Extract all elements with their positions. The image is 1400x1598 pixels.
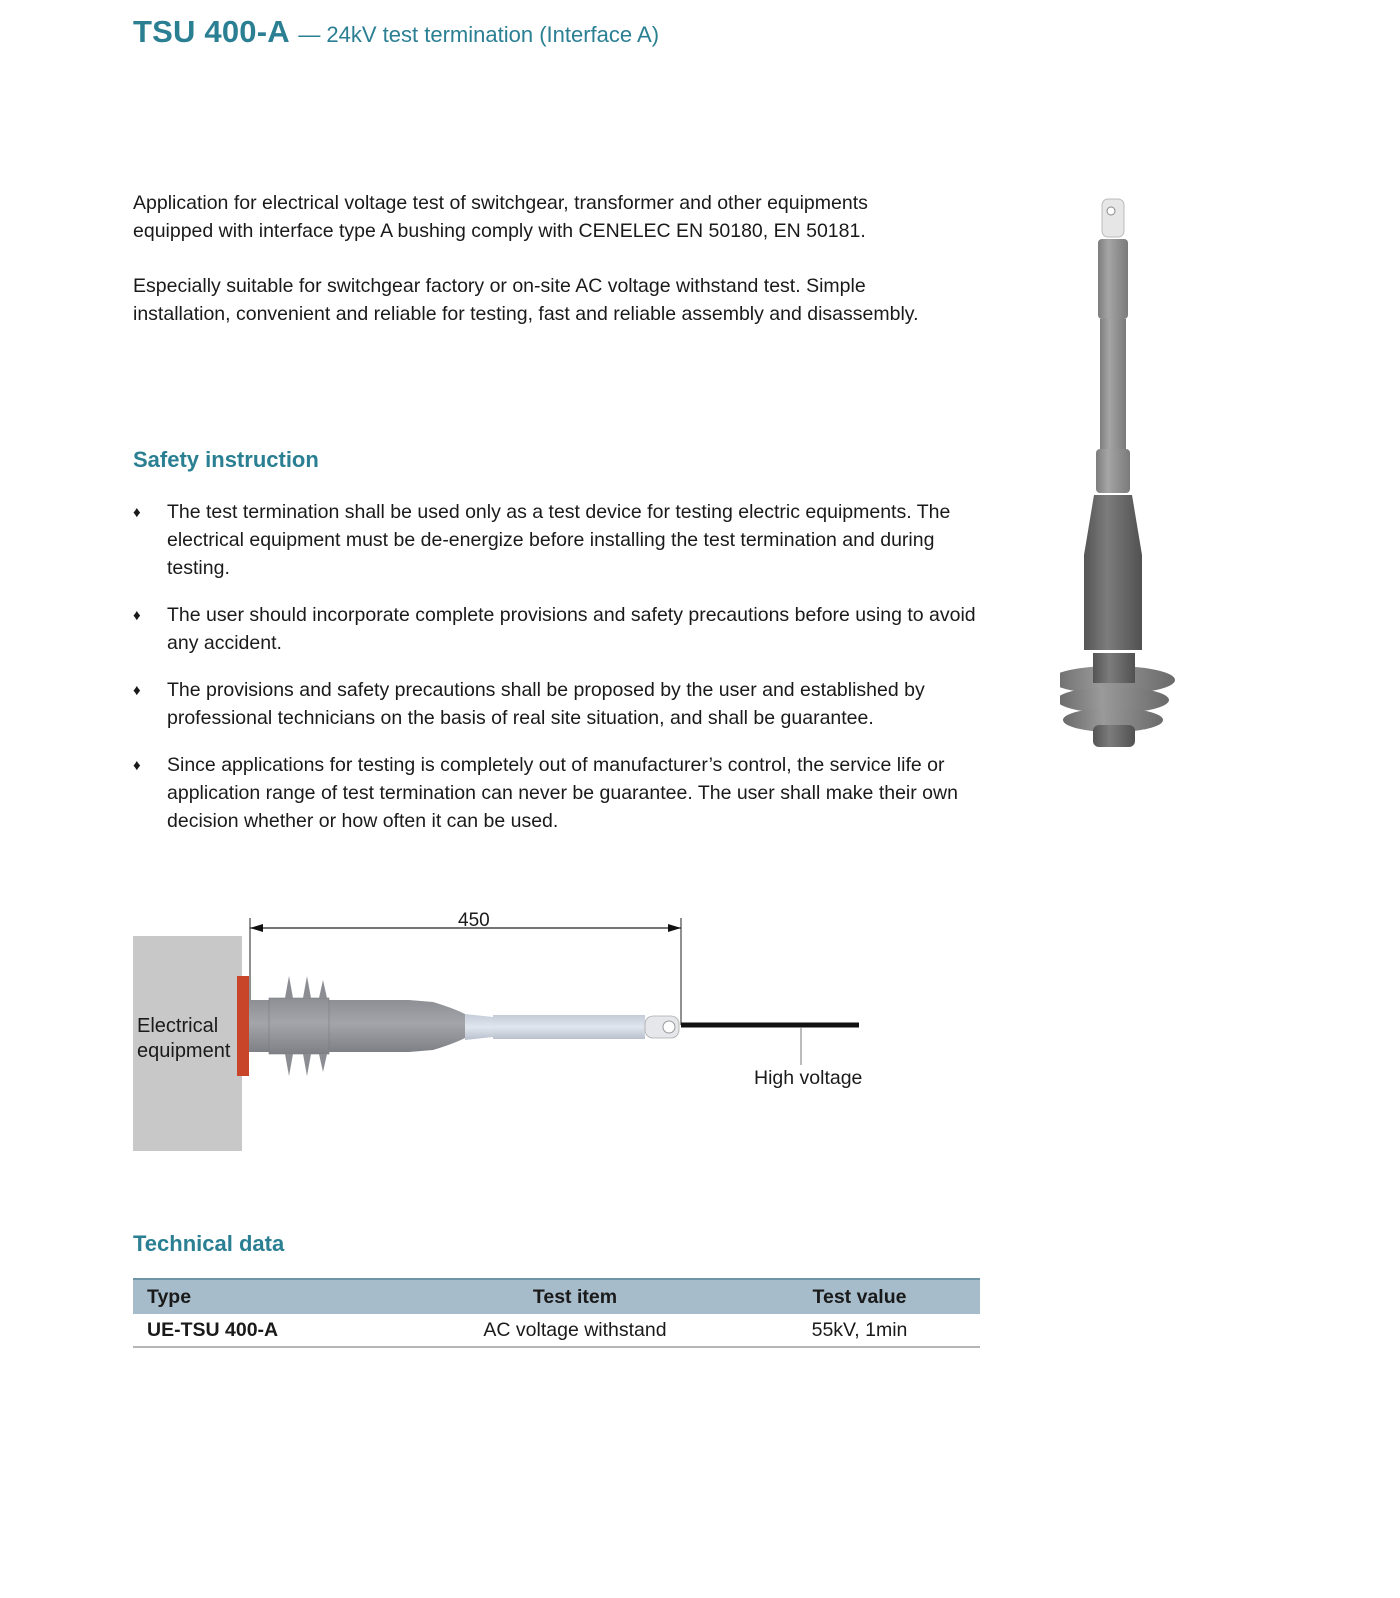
interface-flange [237, 976, 249, 1076]
arrow-left-icon [250, 924, 263, 932]
diamond-bullet-icon: ♦ [133, 504, 141, 521]
safety-item-text: The test termination shall be used only as a test device for testing electric equipments. The electrical equipment must be de-energize before installing the test termination and during testing. [167, 501, 951, 579]
diamond-bullet-icon: ♦ [133, 607, 141, 624]
column-header-type: Type [133, 1279, 411, 1314]
table-row [133, 1314, 980, 1347]
safety-item-text: The provisions and safety precautions shall be proposed by the user and established by professional technicians on the basis of real site situation, and shall be guarantee. [167, 679, 925, 729]
technical-data-table [133, 1278, 980, 1348]
table-header-row [133, 1279, 980, 1314]
intro-section [133, 189, 953, 355]
cell-type: UE-TSU 400-A [133, 1314, 411, 1347]
diamond-bullet-icon: ♦ [133, 682, 141, 699]
column-header-test-item: Test item [411, 1279, 739, 1314]
dimension-label: 450 [458, 910, 490, 931]
safety-item-text: The user should incorporate complete provisions and safety precautions before using to avoid any accident. [167, 604, 976, 654]
diamond-bullet-icon: ♦ [133, 757, 141, 774]
installation-diagram [133, 910, 893, 1150]
equipment-label: Electrical equipment [137, 1015, 231, 1062]
safety-heading: Safety instruction [133, 447, 319, 472]
arrow-right-icon [668, 924, 681, 932]
product-name: TSU 400-A [133, 14, 290, 49]
intro-paragraph: Application for electrical voltage test of switchgear, transformer and other equipments equipped with interface type A bushing comply with CENELEC EN 50180, EN 50181. [133, 192, 868, 242]
termination-drawing [133, 910, 893, 1150]
cell-test-value: 55kV, 1min [739, 1314, 980, 1347]
safety-item [133, 676, 983, 732]
safety-item [133, 498, 983, 582]
test-termination-image [1060, 195, 1190, 755]
intro-paragraph: Especially suitable for switchgear factory or on-site AC voltage withstand test. Simple installation, convenient and reliable for testing, fast and reliable assembly and disassembly. [133, 275, 919, 325]
column-header-test-value: Test value [739, 1279, 980, 1314]
product-subtitle: — 24kV test termination (Interface A) [298, 22, 660, 47]
product-photo [1060, 195, 1190, 760]
safety-list [133, 498, 983, 854]
technical-data-heading: Technical data [133, 1231, 285, 1256]
safety-item [133, 751, 983, 835]
high-voltage-label: High voltage [754, 1067, 863, 1089]
cell-test-item: AC voltage withstand [411, 1314, 739, 1347]
safety-item [133, 601, 983, 657]
safety-item-text: Since applications for testing is completely out of manufacturer’s control, the service life or application range of test termination can never be guarantee. The user shall make their own decision whether or how often it can be used. [167, 754, 958, 832]
page-title [133, 14, 659, 50]
